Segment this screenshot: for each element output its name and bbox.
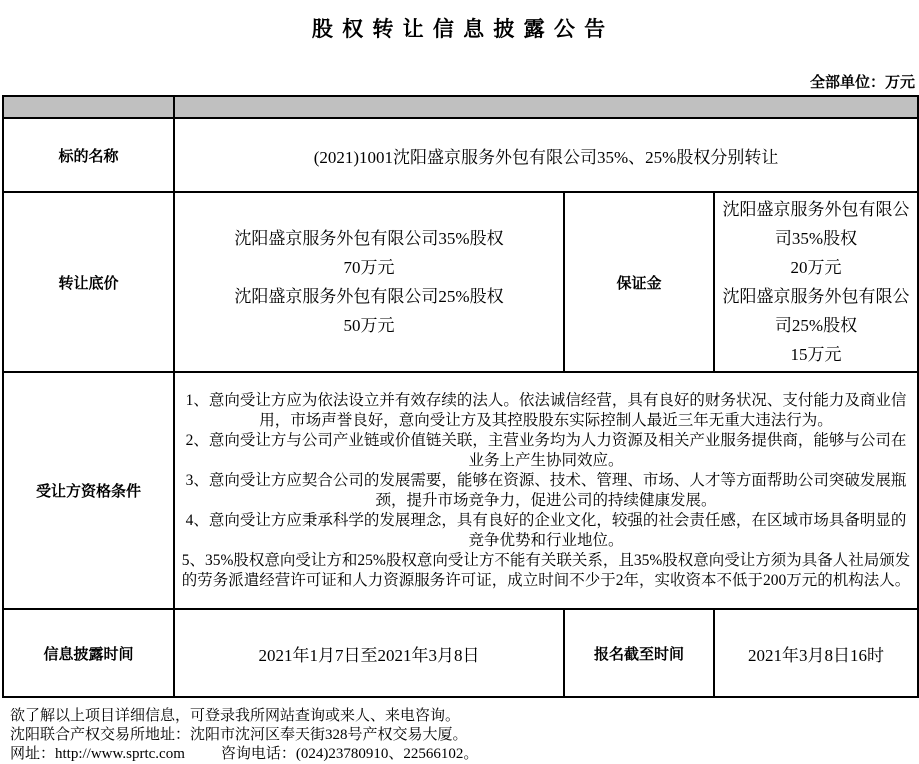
subject-label: 标的名称: [3, 118, 174, 192]
disclosure-table: [2, 95, 919, 698]
condition-item-3: 3、意向受让方应契合公司的发展需要，能够在资源、技术、管理、市场、人才等方面帮助公司突破发展瓶颈，提升市场竞争力，促进公司的持续健康发展。: [185, 471, 907, 509]
table-header-cell-right: [174, 96, 918, 118]
price-line: 70万元: [343, 258, 395, 277]
qualification-label: 受让方资格条件: [3, 372, 174, 609]
condition-item-5: 5、35%股权意向受让方和25%股权意向受让方不能有关联关系，且35%股权意向受让方须为具备人社局颁发的劳务派遣经营许可证和人力资源服务许可证，成立时间不少于2年，实收资本不低于200万元的机构法人。: [181, 551, 911, 589]
disclosure-time-label: 信息披露时间: [3, 609, 174, 697]
deposit-value: [714, 192, 918, 372]
price-label: 转让底价: [3, 192, 174, 372]
website-url: http://www.sprtc.com: [55, 746, 185, 762]
price-value: [174, 192, 564, 372]
deposit-line: 20万元: [790, 258, 842, 277]
table-row-time: [3, 609, 918, 697]
qualification-value: [174, 372, 918, 609]
page-title: 股 权 转 让 信 息 披 露 公 告: [311, 17, 608, 41]
condition-item-2: 2、意向受让方与公司产业链或价值链关联，主营业务均为人力资源及相关产业服务提供商，能够与公司在业务上产生协同效应。: [185, 431, 907, 469]
deposit-line: 15万元: [790, 345, 842, 364]
table-row-subject: [3, 118, 918, 192]
phone-number: 咨询电话：(024)23780910、22566102。: [220, 746, 479, 762]
footer-line-info: 欲了解以上项目详细信息，可登录我所网站查询或来人、来电咨询。: [10, 708, 461, 724]
price-line: 沈阳盛京服务外包有限公司25%股权: [234, 287, 504, 306]
price-line: 50万元: [343, 316, 395, 335]
deposit-line: 沈阳盛京服务外包有限公司25%股权: [722, 287, 910, 335]
subject-value: (2021)1001沈阳盛京服务外包有限公司35%、25%股权分别转让: [174, 118, 918, 192]
table-row-price: [3, 192, 918, 372]
footer-notes: [10, 707, 919, 764]
unit-note: 全部单位：万元: [809, 75, 915, 91]
footer-line-address: 沈阳联合产权交易所地址：沈阳市沈河区奉天街328号产权交易大厦。: [10, 727, 468, 743]
condition-item-1: 1、意向受让方应为依法设立并有效存续的法人。依法诚信经营，具有良好的财务状况、支付能力及商业信用，市场声誉良好，意向受让方及其控股股东实际控制人最近三年无重大违法行为。: [185, 391, 907, 429]
signup-deadline-value: 2021年3月8日16时: [714, 609, 918, 697]
table-header-cell-left: [3, 96, 174, 118]
disclosure-time-value: 2021年1月7日至2021年3月8日: [174, 609, 564, 697]
price-line: 沈阳盛京服务外包有限公司35%股权: [234, 229, 504, 248]
table-row-qualification: [3, 372, 918, 609]
signup-deadline-label: 报名截至时间: [564, 609, 714, 697]
website-label: 网址：: [10, 746, 56, 762]
deposit-label: 保证金: [564, 192, 714, 372]
condition-item-4: 4、意向受让方应秉承科学的发展理念，具有良好的企业文化，较强的社会责任感，在区域市场具备明显的竞争优势和行业地位。: [185, 511, 907, 549]
deposit-line: 沈阳盛京服务外包有限公司35%股权: [722, 200, 910, 248]
table-header-row: [3, 96, 918, 118]
